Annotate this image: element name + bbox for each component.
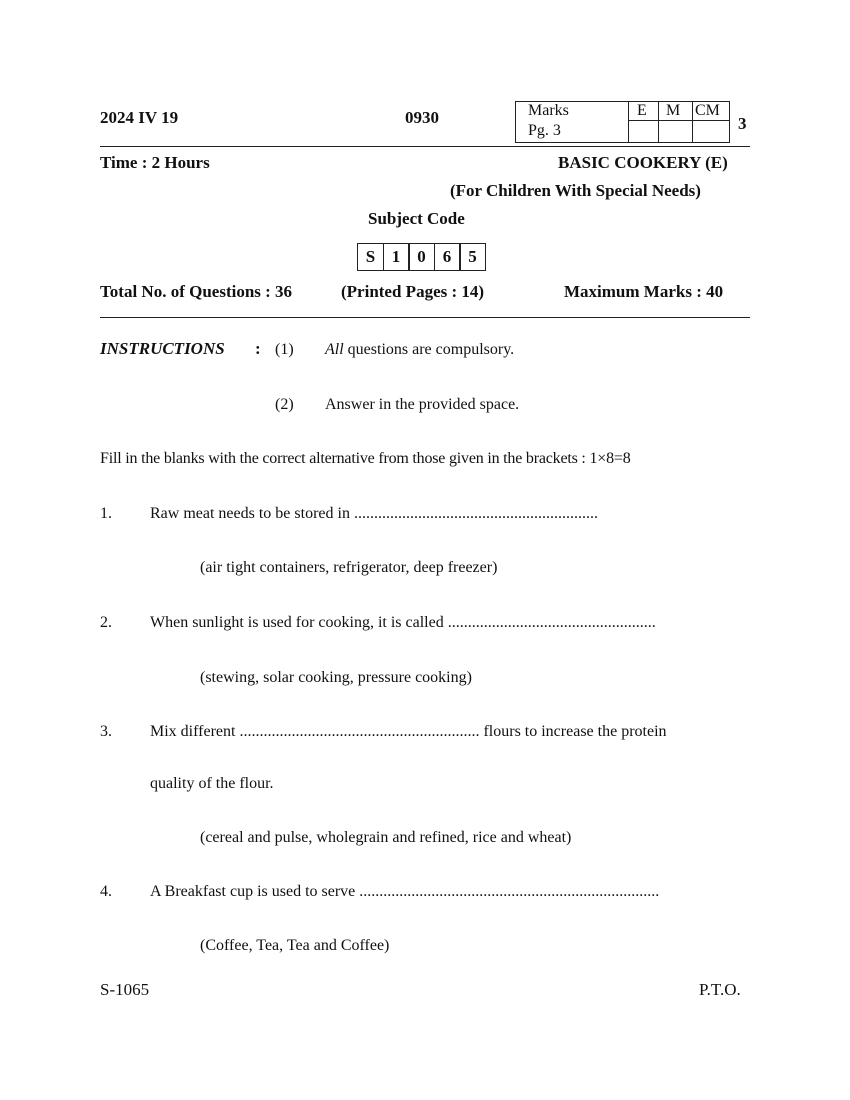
subject-code-digit: 6 [434, 243, 461, 271]
instructions-label: INSTRUCTIONS [100, 339, 225, 358]
question-number: 4. [100, 883, 112, 900]
subject-code-digit: 1 [383, 243, 410, 271]
question-number: 1. [100, 505, 112, 522]
instruction-text: Answer in the provided space. [325, 396, 520, 413]
section-heading: Fill in the blanks with the correct alternative from those given in the brackets : 1×8=8 [100, 450, 631, 467]
question-options: (stewing, solar cooking, pressure cooking) [200, 669, 472, 686]
total-questions: Total No. of Questions : 36 [100, 282, 293, 301]
instruction-emphasis: All [325, 341, 344, 358]
instruction-text [325, 341, 514, 359]
header-rule [100, 146, 750, 147]
marks-col-cm: CM [695, 102, 720, 119]
question-text: A Breakfast cup is used to serve ........................................................................... [150, 883, 660, 900]
instruction-body: questions are compulsory. [343, 341, 515, 358]
marks-divider [628, 102, 629, 142]
instruction-number: (2) [275, 396, 294, 413]
subject-code-digit: 5 [459, 243, 486, 271]
instructions-colon: : [255, 339, 261, 358]
question-options: (Coffee, Tea, Tea and Coffee) [200, 937, 390, 954]
subject-code [357, 243, 486, 271]
marks-col-m: M [666, 102, 681, 119]
marks-hline [628, 120, 729, 121]
maximum-marks: Maximum Marks : 40 [564, 282, 724, 301]
question-options: (air tight containers, refrigerator, deep freezer) [200, 559, 498, 576]
question-options: (cereal and pulse, wholegrain and refined, rice and wheat) [200, 829, 572, 846]
page-label: Pg. 3 [528, 122, 561, 139]
marks-box [515, 101, 730, 143]
question-number: 2. [100, 614, 112, 631]
marks-col-e: E [637, 102, 647, 119]
subject-code-label: Subject Code [368, 209, 465, 228]
footer-code: S-1065 [100, 980, 150, 999]
exam-time: Time : 2 Hours [100, 153, 210, 172]
marks-divider [658, 102, 659, 142]
info-rule [100, 317, 750, 318]
subject-code-digit: 0 [408, 243, 435, 271]
page-marker: 3 [738, 114, 747, 133]
marks-divider [692, 102, 693, 142]
question-text: Raw meat needs to be stored in ............................................................. [150, 505, 598, 522]
question-text-continued: quality of the flour. [150, 775, 274, 792]
printed-pages: (Printed Pages : 14) [341, 282, 485, 301]
subject-title: BASIC COOKERY (E) [558, 153, 728, 172]
instruction-number: (1) [275, 341, 294, 358]
time-code: 0930 [405, 108, 439, 127]
date-code: 2024 IV 19 [100, 108, 179, 127]
footer-pto: P.T.O. [699, 980, 741, 999]
subject-code-digit: S [357, 243, 384, 271]
question-number: 3. [100, 723, 112, 740]
audience-note: (For Children With Special Needs) [450, 181, 701, 200]
question-text: When sunlight is used for cooking, it is called .................................................... [150, 614, 656, 631]
marks-label: Marks [528, 102, 569, 119]
question-text: Mix different ............................................................ flours to increase the protein [150, 723, 667, 740]
